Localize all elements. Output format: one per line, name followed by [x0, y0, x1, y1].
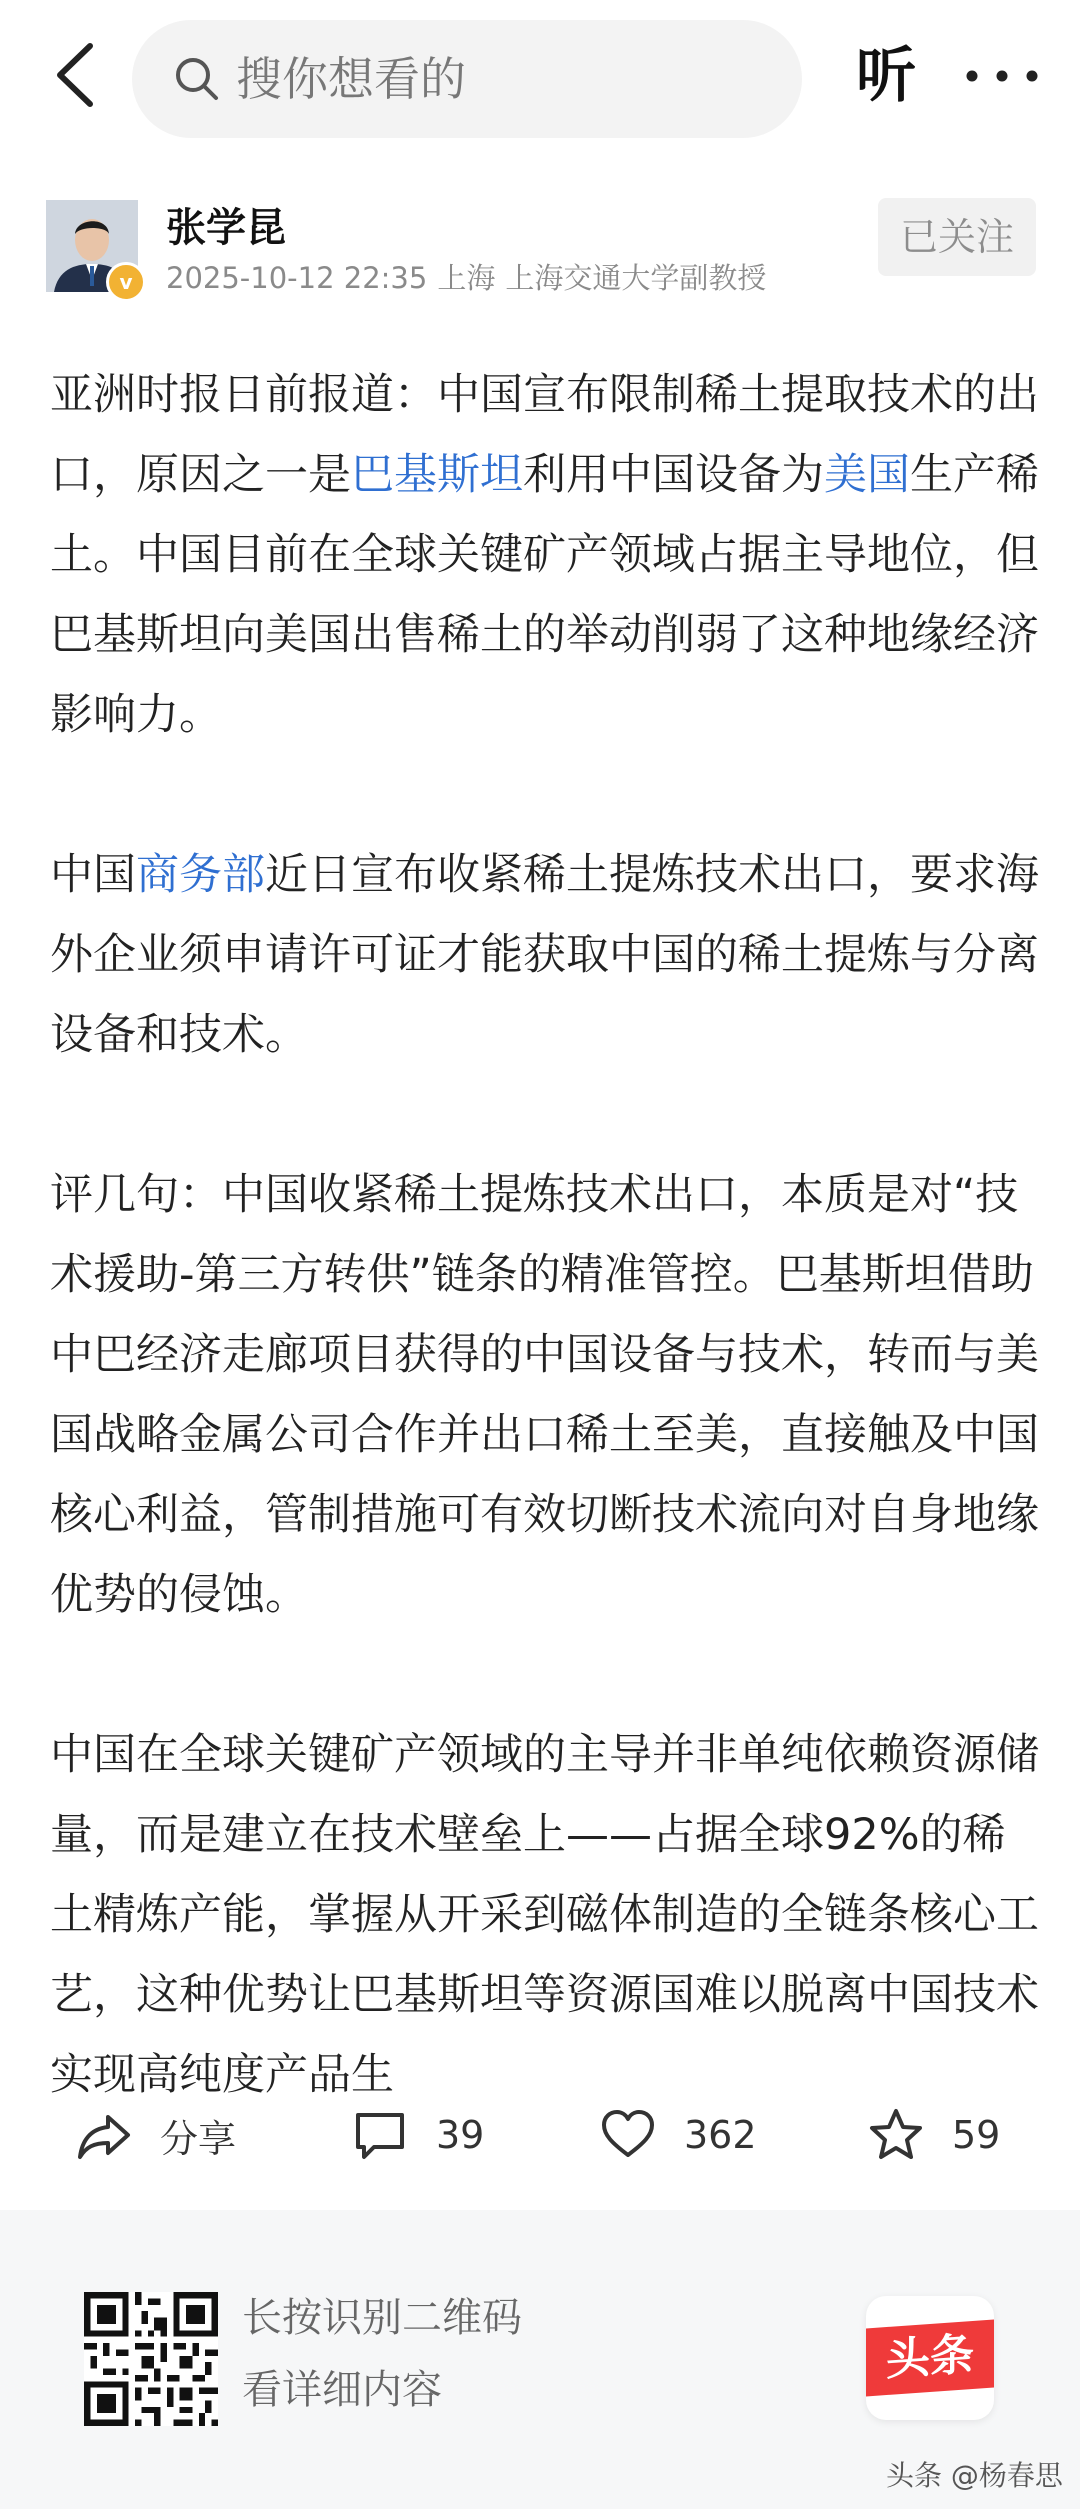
- text-span: 近日宣布收紧稀土提炼技术出口，要求海外企业须申请许可证才能获取中国的稀土提炼与分离设备和技术。: [50, 850, 1039, 1060]
- text-span: 中国: [50, 850, 136, 900]
- back-icon[interactable]: [48, 40, 108, 110]
- qr-code[interactable]: [84, 2292, 218, 2426]
- share-icon: [76, 2107, 132, 2163]
- more-icon[interactable]: [962, 48, 1042, 104]
- text-span: 亚洲时报日前报道：中国宣布限制稀土提取技术的出口，原因之一是: [50, 370, 1039, 500]
- paragraph-2: [50, 835, 1040, 1075]
- qr-hint-line2: 看详细内容: [242, 2367, 442, 2413]
- search-placeholder: 搜你想看的: [236, 52, 466, 106]
- like-button[interactable]: [600, 2085, 757, 2185]
- verified-badge: v: [106, 262, 146, 302]
- listen-button[interactable]: 听: [856, 41, 916, 111]
- share-label: 分享: [160, 2116, 237, 2161]
- author-name[interactable]: 张学昆: [166, 205, 286, 251]
- share-footer: [0, 2210, 1080, 2509]
- search-icon: [172, 54, 222, 104]
- comment-count: 39: [436, 2113, 485, 2157]
- search-input[interactable]: [132, 20, 802, 138]
- text-span: 生产稀土。中国目前在全球关键矿产领域占据主导地位，但巴基斯坦向美国出售稀土的举动削弱了这种地缘经济影响力。: [50, 450, 1039, 740]
- link-pakistan[interactable]: 巴基斯坦: [351, 450, 523, 500]
- toutiao-logo: [866, 2296, 994, 2420]
- comment-icon: [352, 2107, 408, 2163]
- action-bar: [0, 2085, 1080, 2185]
- article-body: [50, 355, 1040, 2100]
- post-meta: [166, 258, 776, 298]
- post-date: 2025-10-12 22:35: [166, 261, 428, 295]
- logo-text: 头条: [866, 2320, 994, 2397]
- follow-button[interactable]: 已关注: [878, 198, 1036, 276]
- like-count: 362: [684, 2113, 757, 2157]
- link-commerce-ministry[interactable]: 商务部: [136, 850, 265, 900]
- comment-button[interactable]: [352, 2085, 484, 2185]
- paragraph-3: 评几句：中国收紧稀土提炼技术出口，本质是对“技术援助-第三方转供”链条的精准管控。巴基斯坦借助中巴经济走廊项目获得的中国设备与技术，转而与美国战略金属公司合作并出口稀土至美，直接触及中国核心利益，管制措施可有效切断技术流向对自身地缘优势的侵蚀。: [50, 1170, 1039, 1620]
- watermark: 头条 @杨春思: [886, 2459, 1063, 2492]
- paragraph-4: 中国在全球关键矿产领域的主导并非单纯依赖资源储量，而是建立在技术壁垒上——占据全球92%的稀土精炼产能，掌握从开采到磁体制造的全链条核心工艺，这种优势让巴基斯坦等资源国难以脱离中国技术实现高纯度产品生: [50, 1730, 1039, 2100]
- top-bar: [0, 0, 1080, 150]
- qr-hint-line1: 长按识别二维码: [242, 2295, 522, 2341]
- favorite-button[interactable]: [868, 2085, 1000, 2185]
- heart-icon: [600, 2107, 656, 2163]
- post-location: 上海: [437, 261, 496, 295]
- favorite-count: 59: [952, 2113, 1001, 2157]
- paragraph-1: [50, 355, 1040, 755]
- share-button[interactable]: [76, 2085, 236, 2185]
- author-title: 上海交通大学副教授: [505, 261, 767, 295]
- link-usa[interactable]: 美国: [824, 450, 910, 500]
- text-span: 利用中国设备为: [523, 450, 824, 500]
- star-icon: [868, 2107, 924, 2163]
